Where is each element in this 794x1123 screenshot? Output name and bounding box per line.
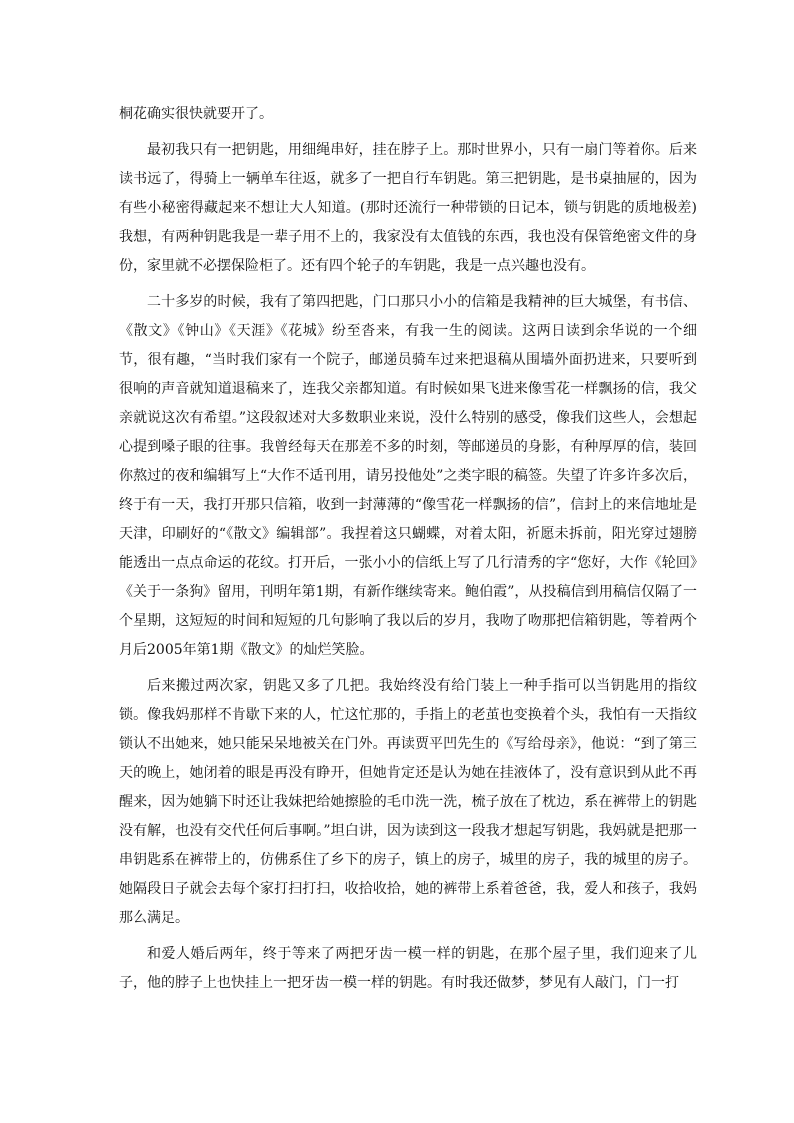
paragraph-1: 桐花确实很快就要开了。 <box>119 106 273 122</box>
paragraph-2: 最初我只有一把钥匙，用细绳串好，挂在脖子上。那时世界小，只有一扇门等着你。后来读书远了，得骑上一辆单车往返，就多了一把自行车钥匙。第三把钥匙，是书桌抽屉的，因为有些小秘密得藏起来不想让大人知道。(那时还流行一种带锁的日记本，锁与钥匙的质地极差)我想，有两种钥匙我是一辈子用不上的，我家没有太值钱的东西，我也没有保管绝密文件的身份，家里就不必摆保险柜了。还有四个轮子的车钥匙，我是一点兴趣也没有。 <box>119 142 697 274</box>
article-body <box>119 100 697 1005</box>
paragraph-5: 和爱人婚后两年，终于等来了两把牙齿一模一样的钥匙，在那个屋子里，我们迎来了儿子，他的脖子上也快挂上一把牙齿一模一样的钥匙。有时我还做梦，梦见有人敲门，门一打 <box>119 946 697 991</box>
paragraph-3: 二十多岁的时候，我有了第四把匙，门口那只小小的信箱是我精神的巨大城堡，有书信、《散文》《钟山》《天涯》《花城》纷至沓来，有我一生的阅读。这两日读到余华说的一个细节，很有趣，“当时我们家有一个院子，邮递员骑车过来把退稿从围墙外面扔进来，只要听到很响的声音就知道退稿来了，连我父亲都知道。有时候如果飞进来像雪花一样飘扬的信，我父亲就说这次有希望。”这段叙述对大多数职业来说，没什么特别的感受，像我们这些人，会想起心提到嗓子眼的往事。我曾经每天在那差不多的时刻，等邮递员的身影，有种厚厚的信，装回你熬过的夜和编辑写上“大作不适刊用，请另投他处”之类字眼的稿签。失望了许多许多次后，终于有一天，我打开那只信箱，收到一封薄薄的“像雪花一样飘扬的信”，信封上的来信地址是天津，印刷好的“《散文》编辑部”。我捏着这只蝴蝶，对着太阳，祈愿未拆前，阳光穿过翅膀能透出一点点命运的花纹。打开后，一张小小的信纸上写了几行清秀的字“您好，大作《轮回》《关于一条狗》留用，刊明年第1期，有新作继续寄来。鲍伯霞”，从投稿信到用稿信仅隔了一个星期，这短短的时间和短短的几句影响了我以后的岁月，我吻了吻那把信箱钥匙，等着两个月后2005年第1期《散文》的灿烂笑脸。 <box>119 294 697 658</box>
paragraph-4: 后来搬过两次家，钥匙又多了几把。我始终没有给门装上一种手指可以当钥匙用的指纹锁。像我妈那样不肯歇下来的人，忙这忙那的，手指上的老茧也变换着个头，我怕有一天指纹锁认不出她来，她只能呆呆地被关在门外。再读贾平凹先生的《写给母亲》，他说：“到了第三天的晚上，她闭着的眼是再没有睁开，但她肯定还是认为她在挂液体了，没有意识到从此不再醒来，因为她躺下时还让我妹把给她擦脸的毛巾洗一洗，梳子放在了枕边，系在裤带上的钥匙没有解，也没有交代任何后事啊。”坦白讲，因为读到这一段我才想起写钥匙，我妈就是把那一串钥匙系在裤带上的，仿佛系住了乡下的房子，镇上的房子，城里的房子，我的城里的房子。她隔段日子就会去每个家打扫打扫，收拾收拾，她的裤带上系着爸爸，我，爱人和孩子，我妈那么满足。 <box>119 678 697 926</box>
